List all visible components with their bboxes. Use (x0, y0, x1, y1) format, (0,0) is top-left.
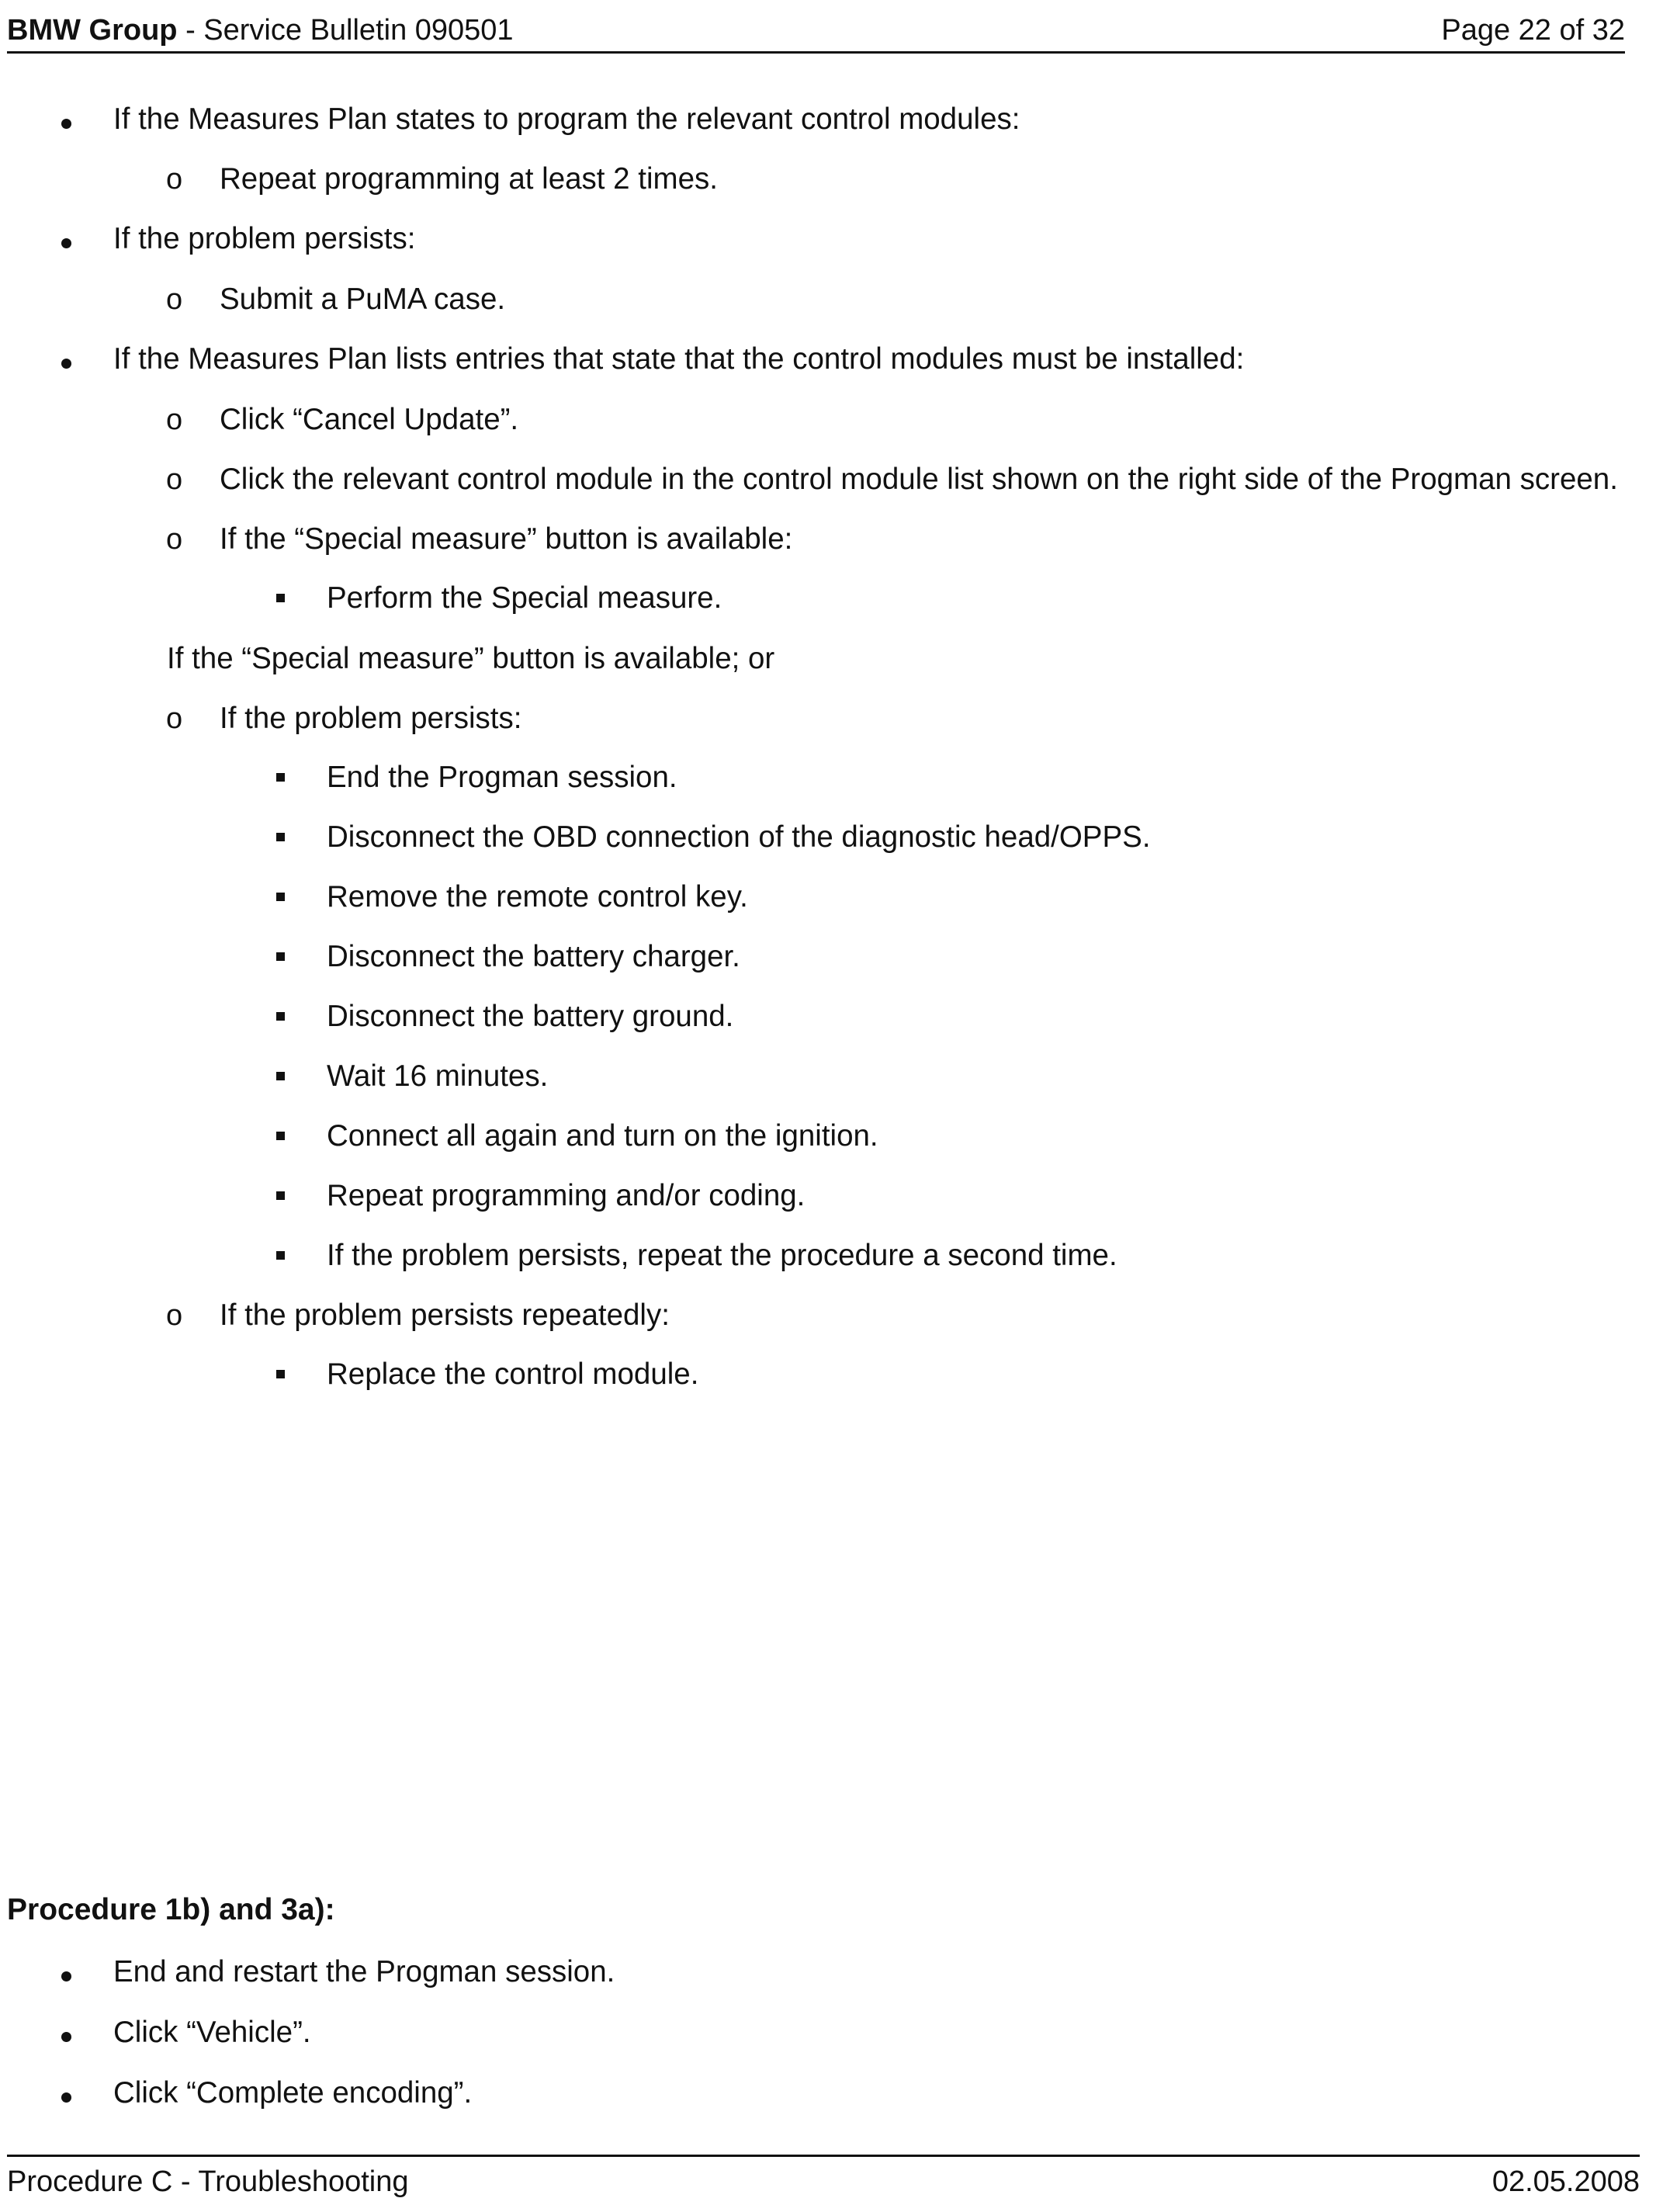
list-item: Perform the Special measure. (327, 581, 722, 615)
document-title: Service Bulletin 090501 (203, 14, 514, 47)
list-item: Remove the remote control key. (327, 880, 748, 914)
circle-marker: o (166, 1299, 183, 1332)
list-item: If the problem persists repeatedly: (220, 1298, 670, 1332)
list-item: If the problem persists, repeat the procedure a second time. (327, 1239, 1117, 1272)
page-footer (7, 2162, 1640, 2201)
procedure-item: Click “Vehicle”. (113, 2016, 311, 2049)
list-item: If the Measures Plan lists entries that state that the control modules must be installed: (113, 342, 1245, 376)
circle-marker: o (166, 404, 183, 436)
footer-date: 02.05.2008 (1492, 2165, 1640, 2198)
list-item: End the Progman session. (327, 761, 677, 794)
circle-marker: o (166, 283, 183, 316)
list-item: Click the relevant control module in the control module list shown on the right side of the Progman screen. (220, 463, 1618, 496)
list-item: Connect all again and turn on the ignition. (327, 1119, 878, 1153)
list-item: Replace the control module. (327, 1357, 699, 1391)
square-marker (276, 952, 285, 961)
list-item: Submit a PuMA case. (220, 283, 506, 316)
procedure-item: Click “Complete encoding”. (113, 2076, 473, 2110)
list-item: If the Measures Plan states to program the relevant control modules: (113, 102, 1020, 136)
circle-marker: o (166, 523, 183, 556)
bullet-marker (61, 2092, 71, 2103)
list-item: Repeat programming at least 2 times. (220, 162, 718, 196)
square-marker (276, 893, 285, 901)
square-marker (276, 773, 285, 782)
circle-marker: o (166, 163, 183, 196)
bullet-marker (61, 119, 71, 129)
procedure-heading: Procedure 1b) and 3a): (7, 1893, 335, 1926)
page-number: Page 22 of 32 (1441, 14, 1625, 47)
list-item: If the problem persists: (113, 222, 416, 255)
bullet-marker (61, 1971, 71, 1981)
list-item: If the “Special measure” button is available: (220, 522, 793, 556)
bullet-marker (61, 359, 71, 369)
square-marker (276, 833, 285, 841)
footer-section-title: Procedure C - Troubleshooting (7, 2165, 409, 2198)
list-item: If the problem persists: (220, 702, 522, 735)
bullet-marker (61, 238, 71, 248)
header-divider (7, 51, 1625, 54)
square-marker (276, 594, 285, 602)
list-item: Click “Cancel Update”. (220, 403, 519, 436)
circle-marker: o (166, 702, 183, 735)
list-item: If the “Special measure” button is available; or (167, 642, 775, 675)
header-separator: - (177, 14, 204, 47)
circle-marker: o (166, 463, 183, 496)
square-marker (276, 1191, 285, 1200)
square-marker (276, 1370, 285, 1378)
bullet-marker (61, 2032, 71, 2042)
list-item: Disconnect the OBD connection of the diagnostic head/OPPS. (327, 820, 1151, 854)
square-marker (276, 1072, 285, 1080)
square-marker (276, 1012, 285, 1021)
square-marker (276, 1132, 285, 1140)
page-header (7, 11, 1625, 50)
procedure-item: End and restart the Progman session. (113, 1955, 615, 1988)
brand-name: BMW Group (7, 14, 178, 47)
list-item: Wait 16 minutes. (327, 1059, 549, 1093)
footer-divider (7, 2155, 1640, 2157)
list-item: Disconnect the battery ground. (327, 1000, 734, 1033)
square-marker (276, 1251, 285, 1260)
list-item: Disconnect the battery charger. (327, 940, 740, 973)
list-item: Repeat programming and/or coding. (327, 1179, 806, 1212)
